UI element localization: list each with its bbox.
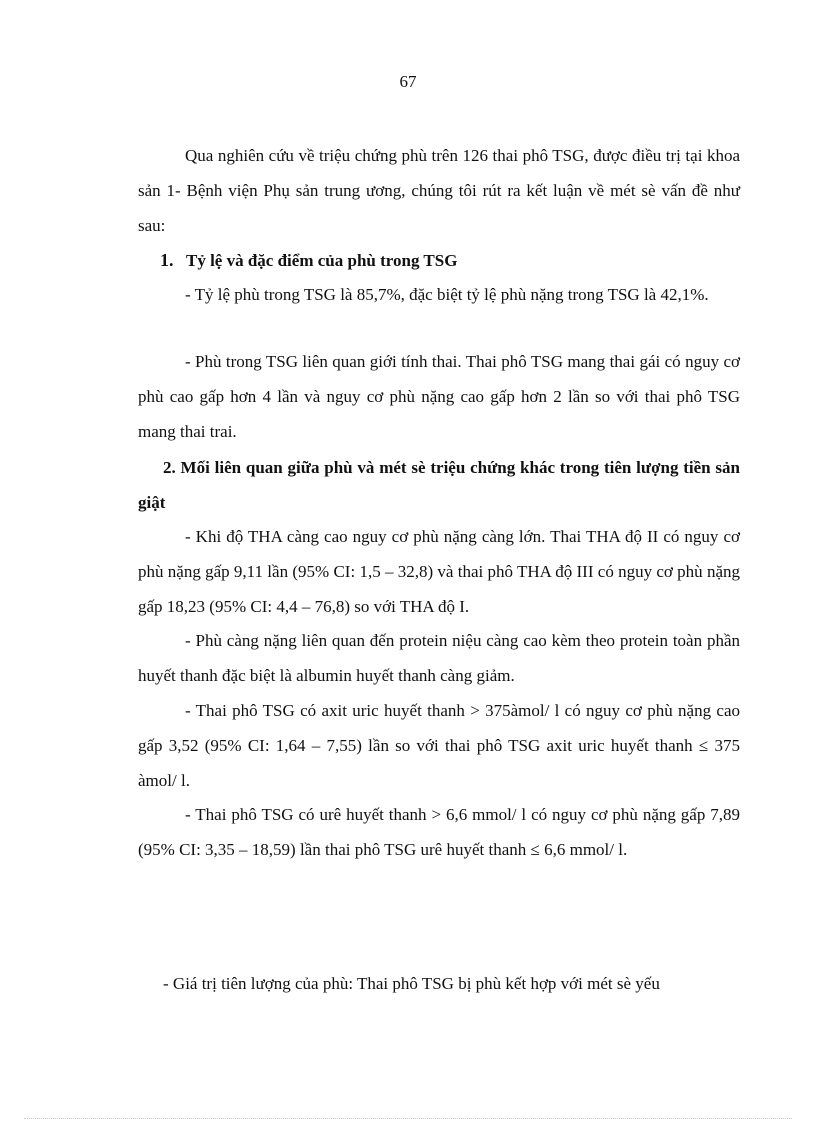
section-1-item-2: - Phù trong TSG liên quan giới tính thai. Thai phô TSG mang thai gái có nguy cơ phù cao gấp hơn 4 lần và nguy cơ phù nặng cao gấp hơn 2 lần so với thai phô TSG mang thai trai. [138, 352, 740, 441]
page-number: 67 [399, 72, 417, 91]
section-2-item-4: - Thai phô TSG có urê huyết thanh > 6,6 mmol/ l có nguy cơ phù nặng gấp 7,89 (95% CI: 3,35 – 18,59) lần thai phô TSG urê huyết thanh ≤ 6,6 mmol/ l. [138, 805, 740, 859]
section-2-item-2: - Phù càng nặng liên quan đến protein niệu càng cao kèm theo protein toàn phần huyết thanh đặc biệt là albumin huyết thanh càng giảm. [138, 631, 740, 685]
closing-paragraph: - Giá trị tiên lượng của phù: Thai phô TSG bị phù kết hợp với mét sè yếu [163, 974, 660, 993]
section-1-heading [160, 243, 762, 278]
section-2-item-3: - Thai phô TSG có axit uric huyết thanh > 375àmol/ l có nguy cơ phù nặng cao gấp 3,52 (95% CI: 1,64 – 7,55) lần so với thai phô TSG axit uric huyết thanh ≤ 375 àmol/ l. [138, 701, 740, 790]
section-2-heading: 2. Mối liên quan giữa phù và mét sè triệu chứng khác trong tiên lượng tiền sản giật [138, 458, 740, 512]
section-1-title: Tỷ lệ và đặc điểm của phù trong TSG [186, 251, 458, 270]
intro-paragraph: Qua nghiên cứu về triệu chứng phù trên 126 thai phô TSG, được điều trị tại khoa sản 1- Bệnh viện Phụ sản trung ương, chúng tôi rút ra kết luận về mét sè vấn đề như sau: [138, 146, 740, 235]
section-1-number: 1. [160, 250, 174, 270]
section-1-item-1: - Tỷ lệ phù trong TSG là 85,7%, đặc biệt tỷ lệ phù nặng trong TSG là 42,1%. [185, 285, 709, 304]
footer-rule [24, 1118, 792, 1119]
section-2-item-1: - Khi độ THA càng cao nguy cơ phù nặng càng lớn. Thai THA độ II có nguy cơ phù nặng gấp 9,11 lần (95% CI: 1,5 – 32,8) và thai phô THA độ III có nguy cơ phù nặng gấp 18,23 (95% CI: 4,4 – 76,8) so với THA độ I. [138, 527, 740, 616]
